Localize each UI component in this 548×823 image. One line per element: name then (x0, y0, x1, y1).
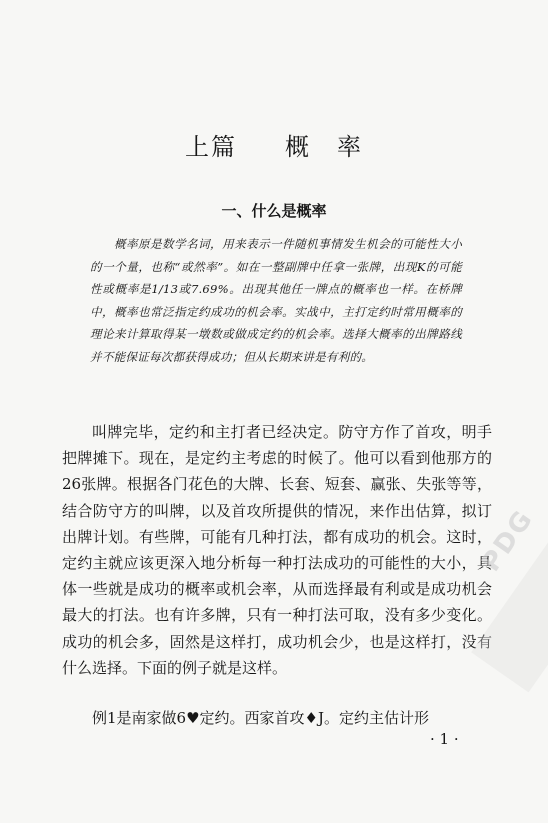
page-number: · 1 · (430, 730, 459, 748)
example-paragraph: 例1是南家做6♥定约。西家首攻♦J。定约主估计形 (92, 709, 429, 727)
page-title (0, 127, 548, 162)
body-paragraph: 叫牌完毕，定约和主打者已经决定。防守方作了首攻，明手把牌摊下。现在，是定约主考虑的时候了。他可以看到他那方的26张牌。根据各门花色的大牌、长套、短套、赢张、失张等等，结合防守方的叫牌，以及首攻所提供的情况，来作出估算，拟订出牌计划。有些牌，可能有几种打法，都有成功的机会。这时，定约主就应该更深入地分析每一种打法成功的可能性的大小，具体一些就是成功的概率或机会率，从而选择最有利或是成功机会最大的打法。也有许多牌，只有一种打法可取，没有多少变化。成功的机会多，固然是这样打，成功机会少，也是这样打，没有什么选择。下面的例子就是这样。 (62, 423, 492, 677)
section-heading: 一、什么是概率 (221, 202, 327, 220)
title-part-1: 上篇 (185, 133, 237, 161)
watermark-logo: PDG (476, 504, 540, 578)
title-part-2: 概 率 (285, 133, 363, 161)
abstract-paragraph: 概率原是数学名词，用来表示一件随机事情发生机会的可能性大小的一个量，也称“或然率”。如在一整副牌中任拿一张牌，出现K的可能性或概率是1/13或7.69%。出现其他任一牌点的概率也一样。在桥牌中，概率也常泛指定约成功的机会率。实战中，主打定约时常用概率的理论来计算取得某一墩数或做成定约的机会率。选择大概率的出牌路线并不能保证每次都获得成功；但从长期来讲是有利的。 (90, 237, 462, 364)
